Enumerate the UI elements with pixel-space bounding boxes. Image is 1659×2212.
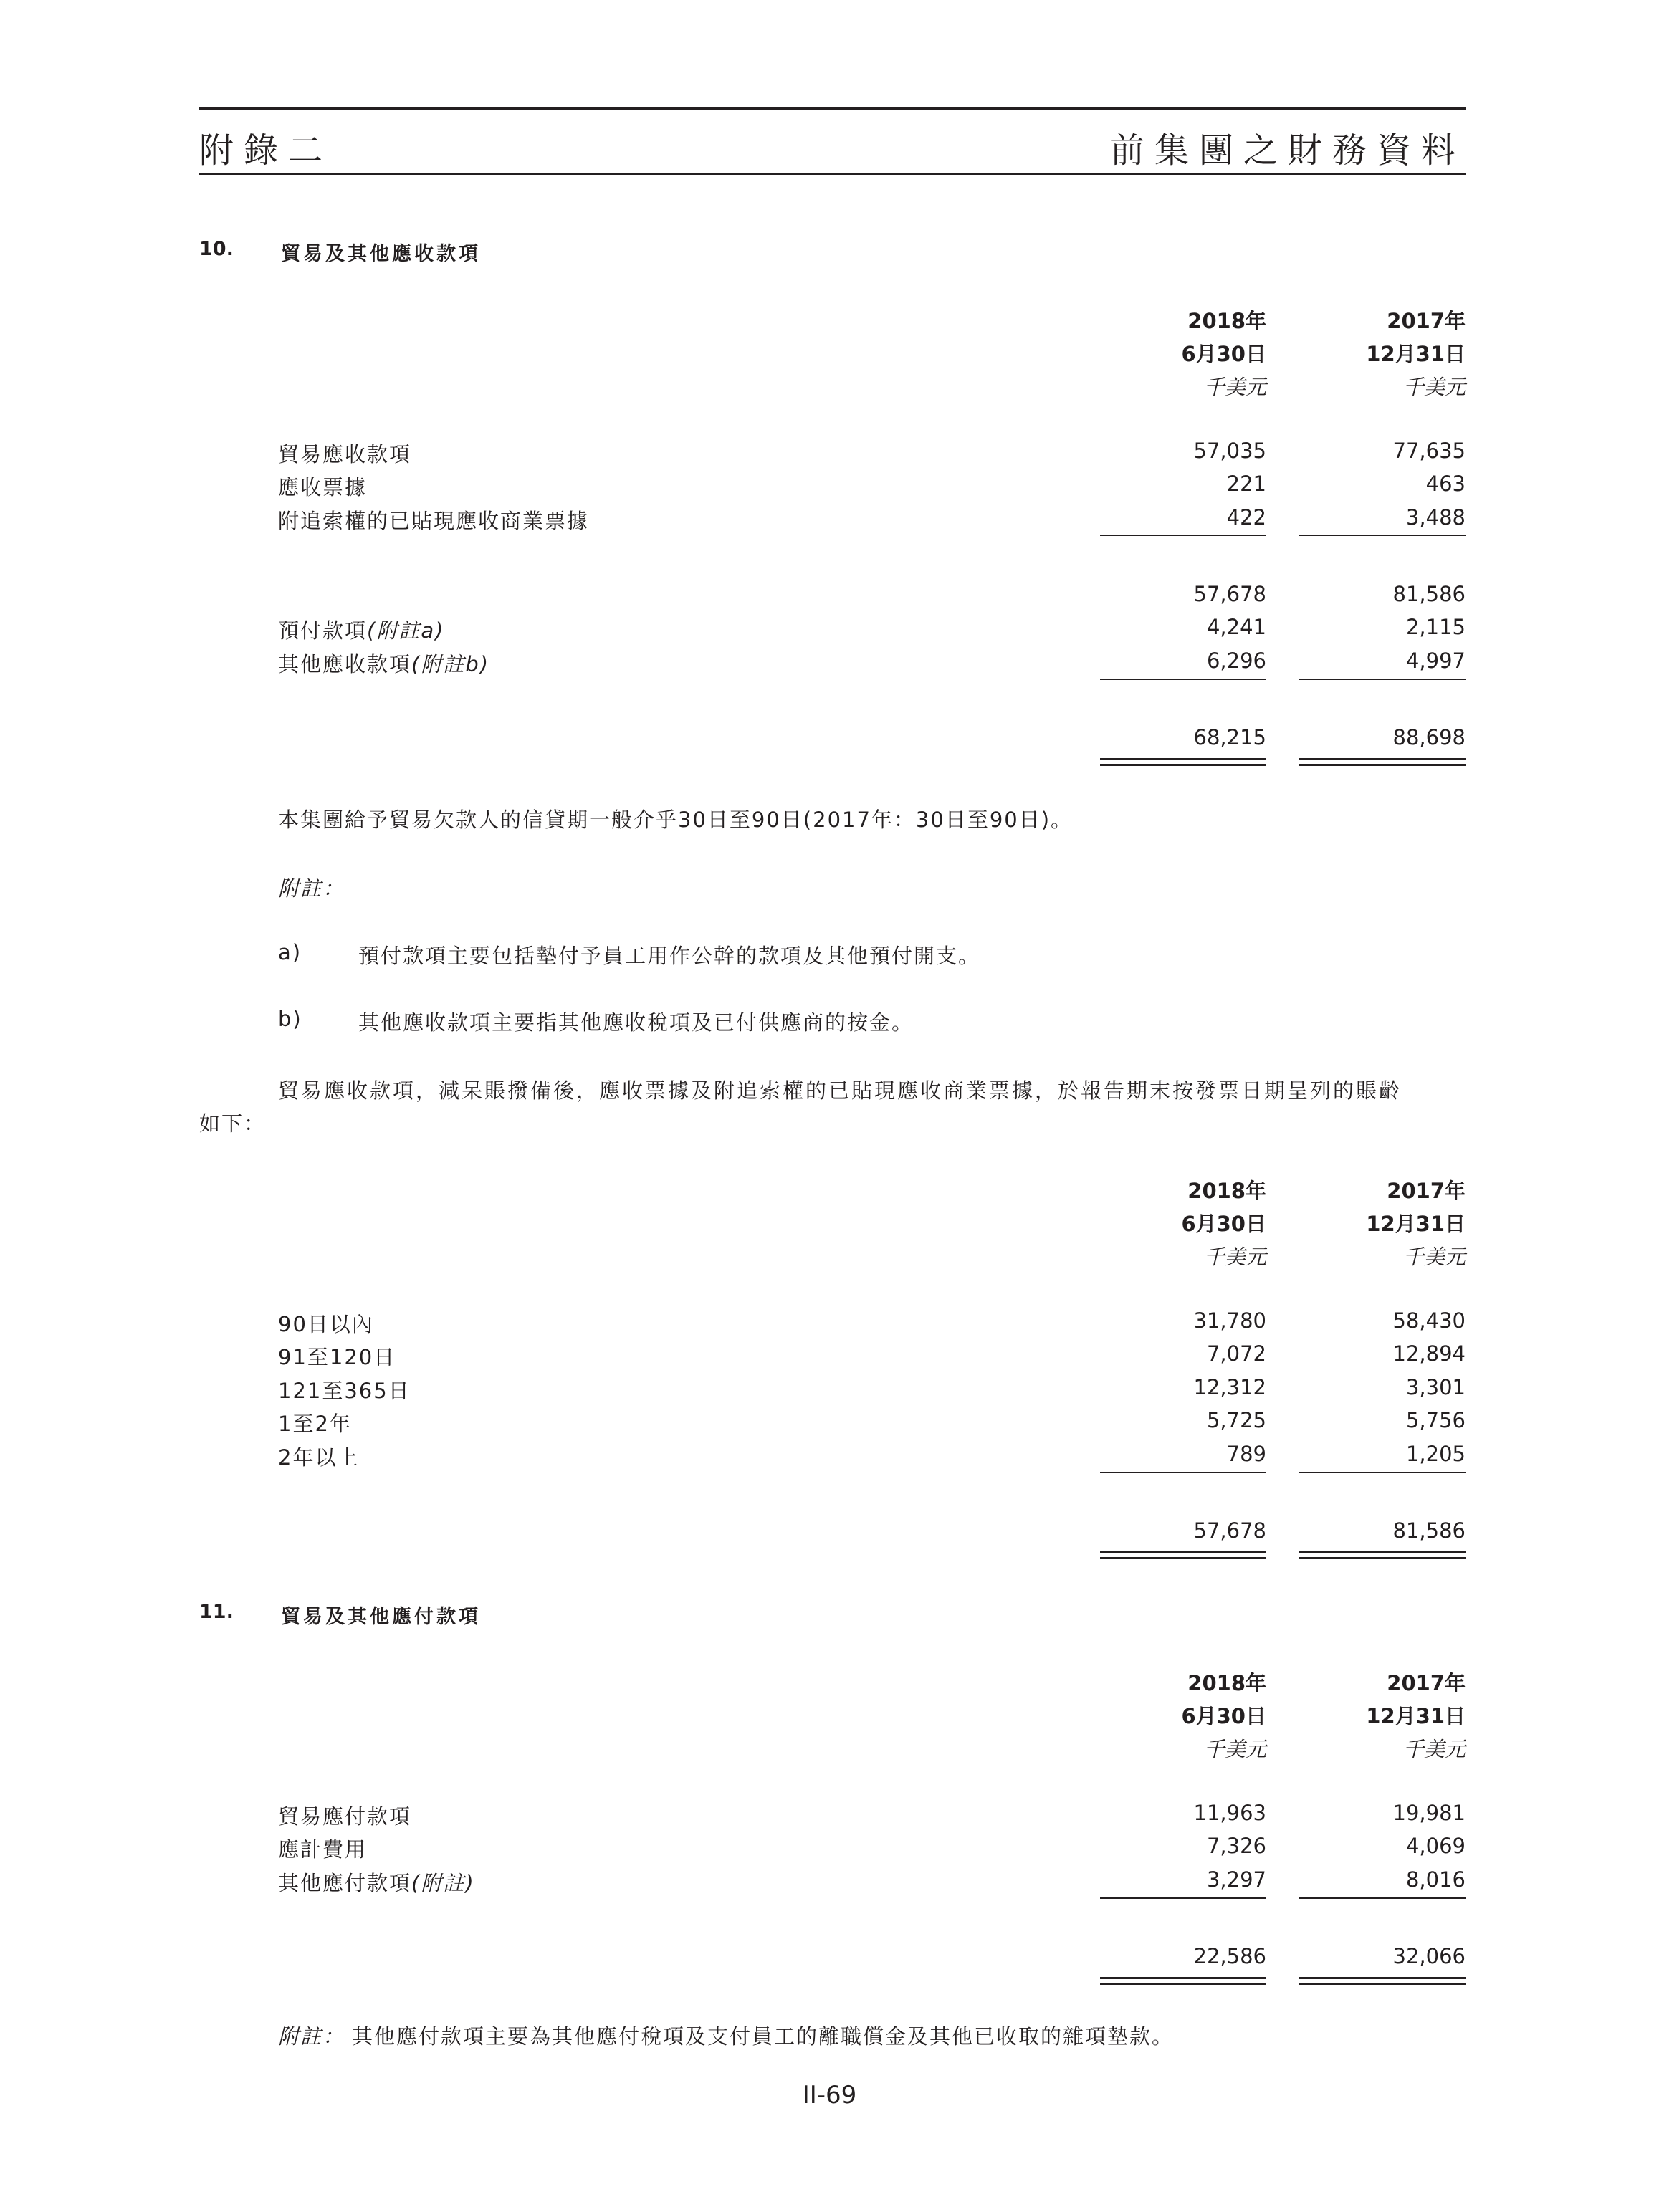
section-10-number: 10.	[199, 238, 234, 260]
col2-date: 12月31日	[1366, 1704, 1466, 1728]
section-11-number: 11.	[199, 1601, 234, 1623]
col1-year: 2018年	[1187, 1179, 1266, 1203]
row-label: 應收票據	[278, 475, 368, 499]
row-label: 預付款項(附註a)	[278, 618, 445, 643]
aging-value-2017: 5,756	[1405, 1408, 1466, 1432]
aging-total-2018: 57,678	[1193, 1518, 1266, 1543]
total-rule	[1100, 1897, 1266, 1899]
aging-value-2017: 3,301	[1405, 1375, 1466, 1399]
row-label: 其他應付款項(附註)	[278, 1871, 475, 1895]
aging-value-2017: 58,430	[1392, 1308, 1466, 1333]
section-10-title: 貿易及其他應收款項	[281, 243, 481, 265]
col2-year: 2017年	[1387, 1671, 1466, 1695]
subtotal-2018: 57,678	[1193, 582, 1266, 606]
total-rule	[1100, 679, 1266, 680]
total-2017: 32,066	[1392, 1944, 1466, 1968]
row-label: 附追索權的已貼現應收商業票據	[278, 509, 590, 533]
col1-year: 2018年	[1187, 1671, 1266, 1695]
col1-date: 6月30日	[1181, 342, 1266, 366]
aging-label: 90日以內	[278, 1312, 374, 1336]
aging-value-2017: 12,894	[1392, 1341, 1466, 1366]
row-label: 其他應收款項(附註b)	[278, 652, 490, 676]
row-value-2018: 11,963	[1193, 1801, 1266, 1825]
page-number: II-69	[802, 2081, 857, 2110]
total-rule	[1299, 1897, 1466, 1899]
row-value-2017: 4,997	[1405, 648, 1466, 673]
aging-label: 91至120日	[278, 1345, 396, 1369]
aging-total-rule	[1299, 1472, 1466, 1473]
total-rule	[1299, 679, 1466, 680]
col1-year: 2018年	[1187, 309, 1266, 333]
row-value-2018: 4,241	[1206, 615, 1266, 639]
note-a-key: a)	[278, 940, 302, 964]
aging-value-2018: 789	[1226, 1442, 1266, 1466]
notes-label: 附註：	[278, 876, 345, 901]
row-value-2018: 7,326	[1206, 1834, 1266, 1858]
double-rule	[1100, 758, 1266, 766]
aging-intro-line2: 如下：	[199, 1111, 267, 1136]
aging-value-2018: 5,725	[1206, 1408, 1266, 1432]
double-rule	[1100, 1977, 1266, 1985]
note-a-text: 預付款項主要包括墊付予員工用作公幹的款項及其他預付開支。	[358, 944, 981, 968]
row-value-2017: 77,635	[1392, 439, 1466, 463]
subtotal-rule	[1100, 535, 1266, 536]
aging-value-2018: 12,312	[1193, 1375, 1266, 1399]
aging-intro-line1: 貿易應收款項，減呆賬撥備後，應收票據及附追索權的已貼現應收商業票據，於報告期末按發票日期呈列的賬齡	[278, 1078, 1402, 1103]
row-label: 貿易應付款項	[278, 1804, 412, 1829]
row-label: 貿易應收款項	[278, 442, 412, 466]
subtotal-2017: 81,586	[1392, 582, 1466, 606]
subtotal-rule	[1299, 535, 1466, 536]
note-b-key: b)	[278, 1007, 302, 1031]
row-value-2018: 6,296	[1206, 648, 1266, 673]
page-header	[199, 107, 1466, 175]
row-value-2018: 221	[1226, 471, 1266, 496]
col2-year: 2017年	[1387, 1179, 1466, 1203]
appendix-title: 附錄二	[199, 130, 333, 171]
row-value-2018: 57,035	[1193, 439, 1266, 463]
aging-label: 1至2年	[278, 1412, 352, 1436]
row-label: 應計費用	[278, 1837, 368, 1862]
col1-date: 6月30日	[1181, 1704, 1266, 1728]
total-2018: 68,215	[1193, 725, 1266, 750]
col2-unit: 千美元	[1402, 375, 1466, 399]
credit-period-text: 本集團給予貿易欠款人的信貸期一般介乎30日至90日(2017年：30日至90日)。	[278, 808, 1074, 832]
row-value-2017: 463	[1425, 471, 1466, 496]
row-value-2018: 422	[1226, 505, 1266, 530]
row-value-2017: 8,016	[1405, 1867, 1466, 1892]
col1-unit: 千美元	[1203, 1245, 1266, 1269]
col1-date: 6月30日	[1181, 1212, 1266, 1236]
row-value-2017: 19,981	[1392, 1801, 1466, 1825]
col2-date: 12月31日	[1366, 342, 1466, 366]
aging-total-2017: 81,586	[1392, 1518, 1466, 1543]
double-rule	[1299, 758, 1466, 766]
section-heading: 前集團之財務資料	[1109, 130, 1466, 171]
section-11-title: 貿易及其他應付款項	[281, 1606, 481, 1628]
col2-unit: 千美元	[1402, 1245, 1466, 1269]
col1-unit: 千美元	[1203, 375, 1266, 399]
col2-year: 2017年	[1387, 309, 1466, 333]
row-value-2018: 3,297	[1206, 1867, 1266, 1892]
aging-value-2018: 31,780	[1193, 1308, 1266, 1333]
row-value-2017: 2,115	[1405, 615, 1466, 639]
note-b-text: 其他應收款項主要指其他應收稅項及已付供應商的按金。	[358, 1010, 914, 1035]
row-value-2017: 3,488	[1405, 505, 1466, 530]
double-rule	[1299, 1977, 1466, 1985]
col1-unit: 千美元	[1203, 1737, 1266, 1761]
total-2017: 88,698	[1392, 725, 1466, 750]
row-value-2017: 4,069	[1405, 1834, 1466, 1858]
aging-label: 121至365日	[278, 1379, 411, 1403]
double-rule	[1299, 1551, 1466, 1559]
aging-value-2018: 7,072	[1206, 1341, 1266, 1366]
total-2018: 22,586	[1193, 1944, 1266, 1968]
aging-total-rule	[1100, 1472, 1266, 1473]
aging-label: 2年以上	[278, 1445, 360, 1470]
col2-date: 12月31日	[1366, 1212, 1466, 1236]
payables-note: 附註： 其他應付款項主要為其他應付稅項及支付員工的離職償金及其他已收取的雜項墊款。	[278, 2024, 1175, 2049]
double-rule	[1100, 1551, 1266, 1559]
aging-value-2017: 1,205	[1405, 1442, 1466, 1466]
col2-unit: 千美元	[1402, 1737, 1466, 1761]
